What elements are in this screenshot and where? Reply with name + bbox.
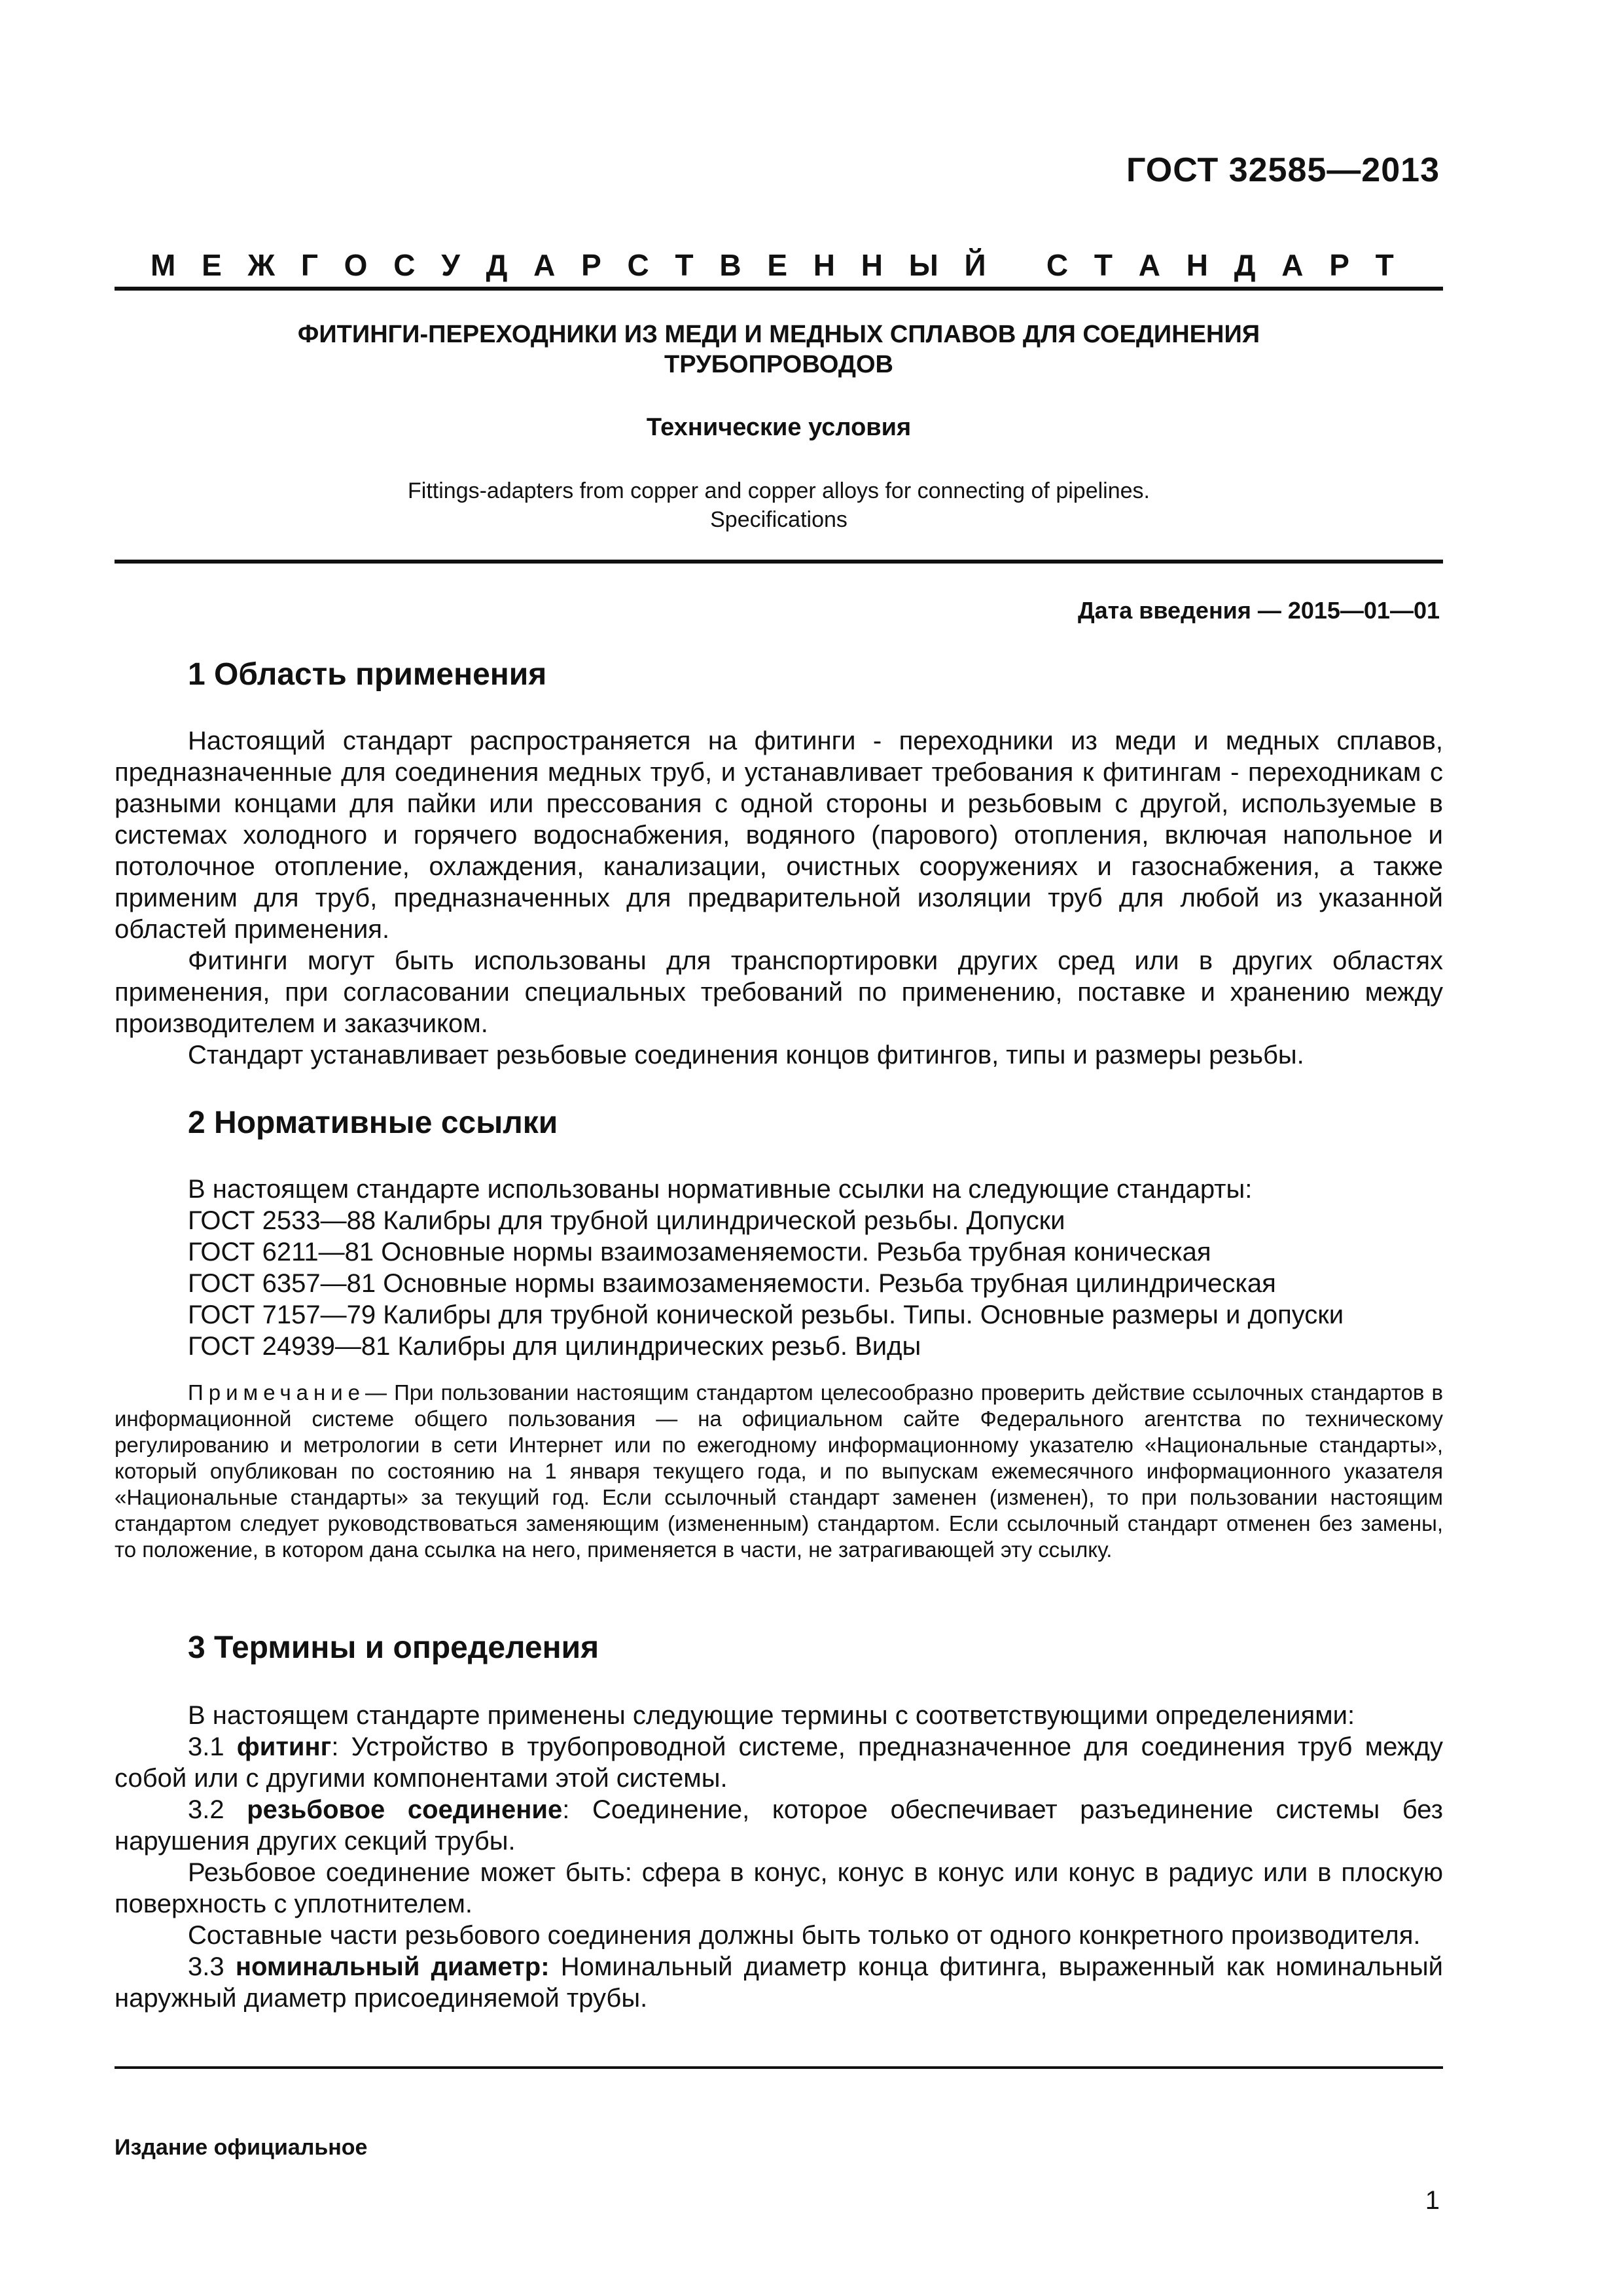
term-number: 3.1 [188, 1732, 224, 1761]
note-paragraph [115, 1380, 1443, 1563]
term-name: фитинг [236, 1732, 332, 1761]
official-edition-label: Издание официальное [115, 2135, 368, 2160]
reference-intro: В настоящем стандарте использованы нормативные ссылки на следующие стандарты: [188, 1175, 1253, 1204]
english-title-line: Fittings-adapters from copper and copper alloys for connecting of pipelines. [408, 478, 1150, 503]
interstate-letter: Й [964, 248, 986, 282]
section-heading: 3 Термины и определения [188, 1630, 599, 1665]
interstate-letter: С [1046, 248, 1069, 282]
term-name: номинальный диаметр: [235, 1952, 550, 1981]
interstate-letter: Д [1234, 248, 1256, 282]
reference-item: ГОСТ 24939—81 Калибры для цилиндрических резьб. Виды [188, 1332, 921, 1361]
interstate-letter: Ы [908, 248, 938, 282]
reference-item: ГОСТ 2533—88 Калибры для трубной цилиндрической резьбы. Допуски [188, 1206, 1065, 1235]
interstate-letter: У [441, 248, 460, 282]
document-subtitle: Технические условия [646, 414, 912, 441]
paragraph: Составные части резьбового соединения должны быть только от одного конкретного производителя. [188, 1921, 1421, 1950]
term-definition [115, 1951, 1443, 2014]
section-heading: 1 Область применения [188, 657, 547, 692]
title-line: ТРУБОПРОВОДОВ [664, 351, 893, 378]
gost-number: ГОСТ 32585—2013 [1126, 151, 1440, 189]
term-definition [115, 1794, 1443, 1857]
section-1-body [115, 725, 1443, 1071]
title-divider [115, 560, 1443, 564]
term-text: Номинальный диаметр конца фитинга, выраженный как номинальный наружный диаметр присоединяемой трубы. [115, 1952, 1443, 2013]
english-title-line: Specifications [710, 507, 847, 532]
introduction-date: Дата введения — 2015—01—01 [1077, 597, 1440, 624]
reference-item: ГОСТ 6211—81 Основные нормы взаимозаменяемости. Резьба трубная коническая [188, 1238, 1211, 1266]
term-text: : Соединение, которое обеспечивает разъединение системы без нарушения других секций трубы. [115, 1795, 1443, 1856]
paragraph: Резьбовое соединение может быть: сфера в конус, конус в конус или конус в радиус или в плоскую поверхность с уплотнителем. [115, 1858, 1443, 1918]
interstate-letter: Н [861, 248, 883, 282]
term-name: резьбовое соединение [247, 1795, 563, 1824]
interstate-letter: Р [1329, 248, 1349, 282]
interstate-letter: А [1138, 248, 1160, 282]
interstate-letter: А [533, 248, 556, 282]
interstate-letter: Н [1186, 248, 1208, 282]
paragraph: Настоящий стандарт распространяется на фитинги - переходники из меди и медных сплавов, предназначенные для соединения медных труб, и устанавливает требования к фитингам - переходникам с разными концами для пайки или прессования с одной стороны и резьбовым с другой, используемые в системах холодного и горячего водоснабжения, водяного (парового) отопления, включая напольное и потолочное отопление, охлаждения, канализации, очистных сооружениях и газоснабжения, а также применим для труб, предназначенных для предварительной изоляции труб для любой из указанной областей применения. [115, 726, 1443, 944]
term-number: 3.2 [188, 1795, 224, 1824]
note-label: Примечание [188, 1380, 366, 1405]
interstate-letter: Т [675, 248, 694, 282]
interstate-letter: Ж [247, 248, 276, 282]
interstate-letter: С [627, 248, 649, 282]
interstate-letter: А [1281, 248, 1304, 282]
interstate-letter: Е [202, 248, 222, 282]
section-heading: 2 Нормативные ссылки [188, 1105, 558, 1140]
note-text: — При пользовании настоящим стандартом целесообразно проверить действие ссылочных стандартов в информационной системе общего пользования — на официальном сайте Федерального агентства по техническому регулированию и метрологии в сети Интернет или по ежегодному информационному указателю «Национальные стандарты», который опубликован по состоянию на 1 января текущего года, и по выпускам ежемесячного информационного указателя «Национальные стандарты» за текущий год. Если ссылочный стандарт заменен (изменен), то при пользовании настоящим стандартом следует руководствоваться заменяющим (измененным) стандартом. Если ссылочный стандарт отменен без замены, то положение, в котором дана ссылка на него, применяется в части, не затрагивающей эту ссылку. [115, 1380, 1443, 1562]
interstate-letter: С [393, 248, 416, 282]
interstate-letter: В [719, 248, 741, 282]
interstate-letter: О [344, 248, 368, 282]
reference-item: ГОСТ 6357—81 Основные нормы взаимозаменяемости. Резьба трубная цилиндрическая [188, 1269, 1276, 1298]
interstate-letter: Р [581, 248, 601, 282]
interstate-letter: Т [1094, 248, 1113, 282]
paragraph: Фитинги могут быть использованы для транспортировки других сред или в других областях применения, при согласовании специальных требований по применению, поставке и хранению между производителем и заказчиком. [115, 946, 1443, 1038]
paragraph: Стандарт устанавливает резьбовые соединения концов фитингов, типы и размеры резьбы. [188, 1041, 1304, 1069]
english-title [115, 476, 1443, 534]
term-number: 3.3 [188, 1952, 224, 1981]
paragraph: В настоящем стандарте применены следующие термины с соответствующими определениями: [188, 1701, 1355, 1730]
word-gap [1012, 247, 1020, 283]
title-line: ФИТИНГИ-ПЕРЕХОДНИКИ ИЗ МЕДИ И МЕДНЫХ СПЛАВОВ ДЛЯ СОЕДИНЕНИЯ [297, 321, 1260, 348]
interstate-letter: М [151, 248, 176, 282]
interstate-letter: Д [486, 248, 508, 282]
reference-item: ГОСТ 7157—79 Калибры для трубной конической резьбы. Типы. Основные размеры и допуски [188, 1300, 1344, 1329]
page-number: 1 [1425, 2186, 1440, 2215]
interstate-letter: Т [1375, 248, 1394, 282]
document-title [115, 319, 1443, 380]
section-3-body [115, 1700, 1443, 2014]
footer-divider [115, 2066, 1443, 2069]
interstate-letter: Н [813, 248, 836, 282]
interstate-letter: Е [767, 248, 788, 282]
interstate-standard-heading [151, 247, 1394, 283]
normative-references-list [188, 1174, 1344, 1362]
term-text: : Устройство в трубопроводной системе, предназначенное для соединения труб между собой или с другими компонентами этой системы. [115, 1732, 1443, 1793]
interstate-letter: Г [300, 248, 318, 282]
term-definition [115, 1731, 1443, 1794]
header-divider [115, 287, 1443, 291]
